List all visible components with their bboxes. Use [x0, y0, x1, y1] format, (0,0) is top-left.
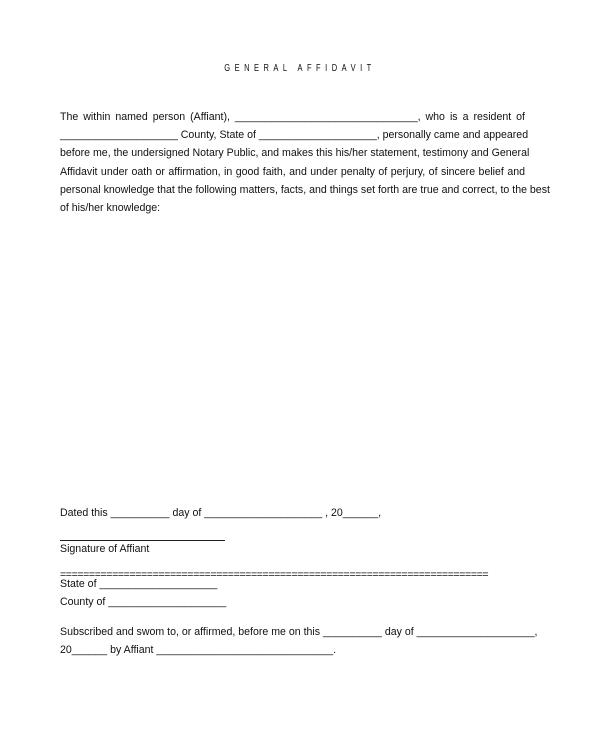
signature-line: [60, 540, 225, 541]
statement-line: before me, the undersigned Notary Public, and makes this his/her statement, testimony and General: [60, 147, 530, 160]
affiant-line: 20______ by Affiant ______________________________.: [60, 644, 337, 656]
signature-label: Signature of Affiant: [60, 543, 150, 555]
affidavit-statement: [60, 108, 550, 217]
county-line: County of ____________________: [60, 596, 227, 608]
statement-line: The within named person (Affiant), _______________________________, who is a resident of: [60, 111, 525, 123]
statement-line: personal knowledge that the following matters, facts, and things set forth are true and correct, to the best: [60, 183, 550, 196]
subscribed-line: Subscribed and swom to, or affirmed, before me on this __________ day of ____________________,: [60, 626, 538, 638]
separator: ==========================================================================: [60, 569, 489, 581]
statement-line: Affidavit under oath or affirmation, in good faith, and under penalty of perjury, of sincere belief and: [60, 165, 525, 178]
statement-line: of his/her knowledge:: [60, 201, 161, 214]
document-title: GENERAL AFFIDAVIT: [224, 63, 376, 74]
state-line: State of ____________________: [60, 578, 218, 590]
statement-line: ____________________ County, State of ____________________, personally came and appeared: [60, 129, 529, 142]
dated-line: Dated this __________ day of ____________________ , 20______,: [60, 507, 382, 519]
